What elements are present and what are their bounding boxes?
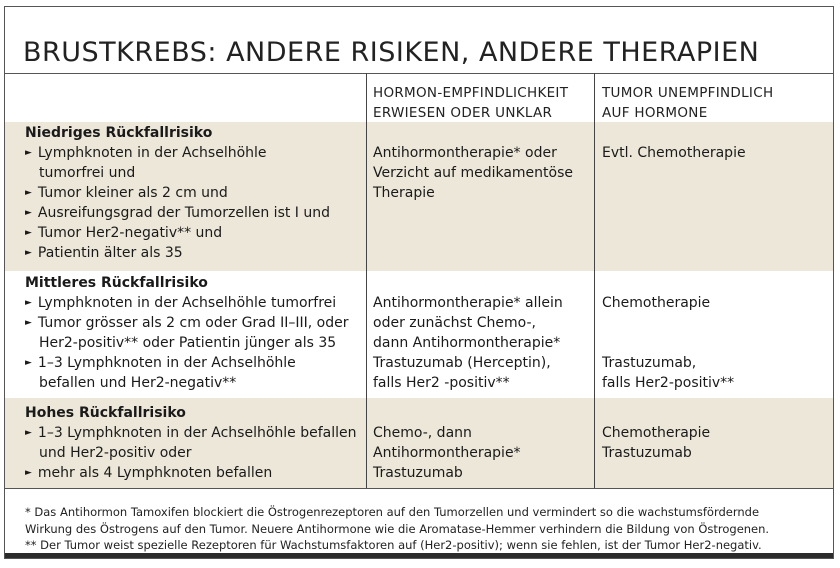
footnotes [25,504,769,554]
row-title: Hohes Rückfallrisiko [25,405,186,421]
column-divider [594,73,595,488]
therapy-line: Evtl. Chemotherapie [602,145,746,161]
list-item: und Her2-positiv oder [39,445,192,461]
therapy-line: Antihormontherapie* [373,445,521,461]
therapy-line: Chemotherapie [602,425,711,441]
therapy-line: dann Antihormontherapie* [373,335,561,351]
row-high-hormone-insensitive [602,423,710,463]
list-item: ► Lymphknoten in der Achselhöhle tumorfrei [25,293,348,313]
header-hormone-insensitive [602,83,773,123]
row-title: Mittleres Rückfallrisiko [25,275,208,291]
list-item: tumorfrei und [39,165,136,181]
row-medium-criteria [25,273,348,393]
footnote: * Das Antihormon Tamoxifen blockiert die Östrogenrezeptoren auf den Tumorzellen und vermindert so die wachstumsfördernde [25,505,760,519]
list-item: ► Ausreifungsgrad der Tumorzellen ist I und [25,203,330,223]
therapy-line: Trastuzumab [373,465,463,481]
header-line: ERWIESEN ODER UNKLAR [373,105,553,121]
list-item: ► mehr als 4 Lymphknoten befallen [25,463,357,483]
header-hormone-sensitive [373,83,568,123]
therapy-line: Antihormontherapie* allein [373,295,563,311]
header-line: TUMOR UNEMPFINDLICH [602,85,774,101]
column-divider [366,73,367,488]
therapy-line [602,333,734,353]
therapy-line: Trastuzumab (Herceptin), [373,355,551,371]
therapy-line [602,313,734,333]
list-item: ► Tumor kleiner als 2 cm und [25,183,330,203]
therapy-line: Antihormontherapie* oder [373,145,557,161]
row-title: Niedriges Rückfallrisiko [25,125,213,141]
therapy-line: Therapie [373,185,435,201]
list-item: ► 1–3 Lymphknoten in der Achselhöhle [25,353,348,373]
therapy-line: Chemo-, dann [373,425,472,441]
list-item: ► 1–3 Lymphknoten in der Achselhöhle befallen [25,423,357,443]
therapy-line: Chemotherapie [602,295,711,311]
therapy-line: falls Her2-positiv** [602,375,735,391]
table-frame [4,6,834,559]
row-low-criteria [25,123,330,263]
therapy-line: Verzicht auf medikamentöse [373,165,573,181]
list-item: ► Patientin älter als 35 [25,243,330,263]
row-high-criteria [25,403,357,483]
list-item: ► Tumor grösser als 2 cm oder Grad II–III, oder [25,313,348,333]
list-item: ► Tumor Her2-negativ** und [25,223,330,243]
row-medium-hormone-sensitive [373,293,563,393]
divider [5,73,833,74]
divider [5,488,833,489]
therapy-line: Trastuzumab [602,445,692,461]
list-item: befallen und Her2-negativ** [39,375,237,391]
page-title: BRUSTKREBS: ANDERE RISIKEN, ANDERE THERAPIEN [23,37,760,68]
therapy-line: falls Her2 -positiv** [373,375,510,391]
footnote: ** Der Tumor weist spezielle Rezeptoren für Wachstumsfaktoren auf (Her2-positiv); wenn sie fehlen, ist der Tumor Her2-negativ. [25,538,762,552]
list-item: ► Lymphknoten in der Achselhöhle [25,143,330,163]
header-line: HORMON-EMPFINDLICHKEIT [373,85,569,101]
footnote: Wirkung des Östrogens auf den Tumor. Neuere Antihormone wie die Aromatase-Hemmer verhindern die Bildung von Östrogenen. [25,521,770,536]
header-line: AUF HORMONE [602,105,708,121]
therapy-line: Trastuzumab, [602,355,697,371]
therapy-line: oder zunächst Chemo-, [373,315,536,331]
list-item: Her2-positiv** oder Patientin jünger als 35 [39,335,337,351]
row-high-hormone-sensitive [373,423,521,483]
bottom-bar [5,553,833,558]
row-low-hormone-insensitive [602,143,746,163]
row-low-hormone-sensitive [373,143,573,203]
row-medium-hormone-insensitive [602,293,734,393]
